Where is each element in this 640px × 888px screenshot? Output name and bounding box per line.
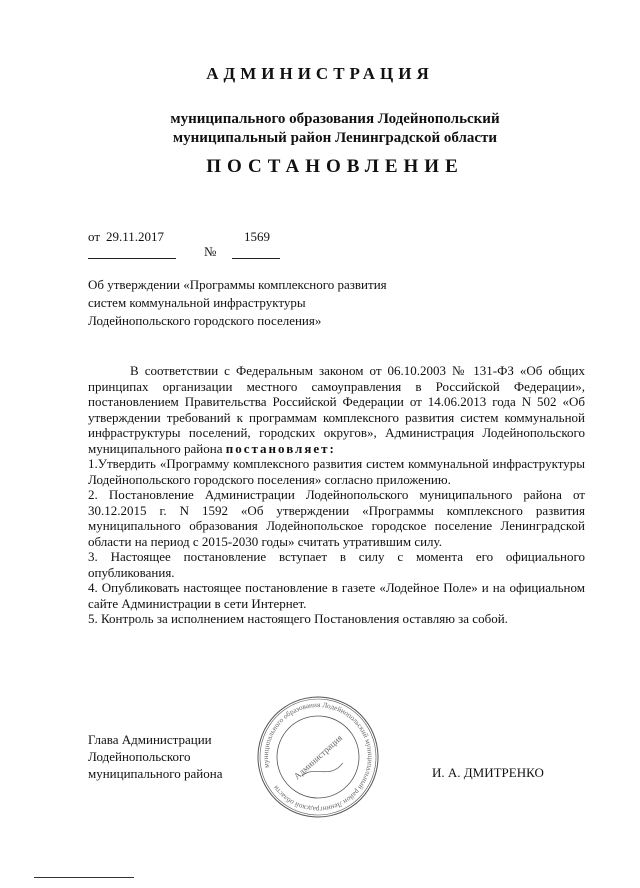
document-type-title: ПОСТАНОВЛЕНИЕ: [206, 156, 464, 177]
seal-inner-text: Администрация: [291, 732, 345, 782]
position-line-1: Глава Администрации: [88, 732, 212, 747]
preamble-paragraph: [88, 363, 585, 456]
footer-rule: [34, 877, 134, 878]
date-underline: [88, 258, 176, 259]
document-subject: [88, 276, 387, 330]
item-4: 4. Опубликовать настоящее постановление в газете «Лодейное Поле» и на официальном сайте Администрации в сети Интернет.: [88, 580, 585, 611]
subject-line-1: Об утверждении «Программы комплексного развития: [88, 277, 387, 292]
decree-word: постановляет:: [225, 440, 336, 456]
subject-line-2: систем коммунальной инфраструктуры: [88, 295, 306, 310]
item-5: 5. Контроль за исполнением настоящего Постановления оставляю за собой.: [88, 611, 508, 626]
document-body: [88, 363, 585, 627]
number-underline: [232, 258, 280, 259]
position-line-3: муниципального района: [88, 766, 223, 781]
preamble-text: В соответствии с Федеральным законом от 06.10.2003 № 131-ФЗ «Об общих принципах организации местного самоуправления в Российской Федерации», постановлением Правительства Российской Федерации от 14.06.2013 года N 502 «Об утверждении требований к программам комплексного развития систем коммунальной инфраструктуры поселений, городских округов», Администрация Лодейнопольского муниципального района: [88, 363, 585, 456]
date-prefix: от: [88, 229, 101, 244]
subject-line-3: Лодейнопольского городского поселения»: [88, 313, 322, 328]
signatory-name: И. А. ДМИТРЕНКО: [432, 765, 544, 780]
signatory-position: [88, 731, 222, 782]
document-date: 29.11.2017: [106, 229, 165, 244]
position-line-2: Лодейнопольского: [88, 749, 191, 764]
document-number: 1569: [244, 229, 270, 244]
item-2: 2. Постановление Администрации Лодейнопольского муниципального района от 30.12.2015 г. N 1592 «Об утверждении «Программы комплексного развития муниципального образования Лодейнопольское городское поселение Ленинградской области на период с 2015-2030 годы» считать утратившим силу.: [88, 487, 585, 549]
official-seal-stamp: [255, 694, 381, 820]
number-prefix: №: [204, 244, 217, 259]
document-header-title: АДМИНИСТРАЦИЯ: [206, 64, 434, 83]
organization-line-2: муниципальный район Ленинградской области: [172, 130, 498, 146]
item-3: 3. Настоящее постановление вступает в силу с момента его официального опубликования.: [88, 549, 585, 580]
item-1: 1.Утвердить «Программу комплексного развития систем коммунальной инфраструктуры Лодейнопольского городского поселения» согласно приложению.: [88, 456, 585, 487]
organization-line-1: муниципального образования Лодейнопольский: [170, 111, 500, 127]
seal-outer-text: муниципального образования Лодейнопольский муниципальный район Ленинградской области: [261, 700, 375, 814]
organization-name: [0, 110, 640, 148]
